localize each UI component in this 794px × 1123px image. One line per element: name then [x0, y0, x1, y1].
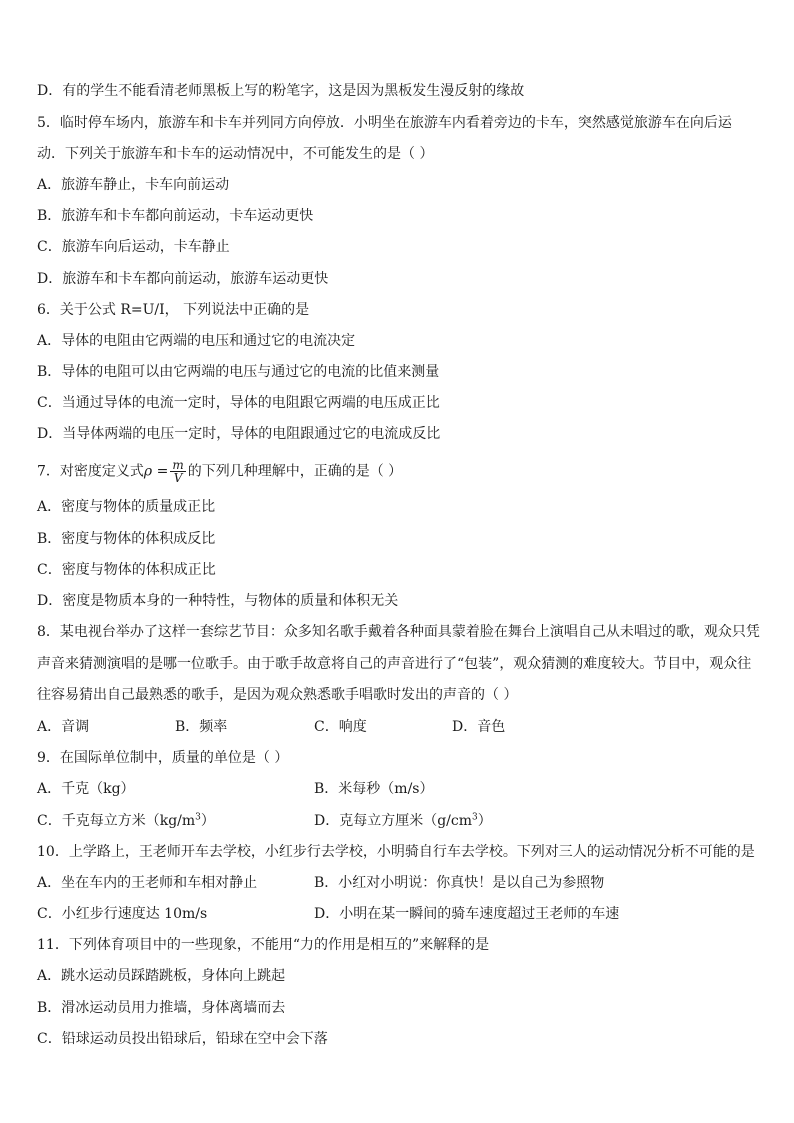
q5-option-c: C．旅游车向后运动，卡车静止	[37, 239, 230, 255]
q9-stem: 9．在国际单位制中，质量的单位是（ ）	[37, 750, 289, 766]
q8-stem-line-2: 声音来猜测演唱的是哪一位歌手。由于歌手故意将自己的声音进行了“包装”，观众猜测的难度较大。节目中，观众往	[37, 656, 752, 672]
q7-option-c: C．密度与物体的体积成正比	[37, 562, 216, 578]
q8-option-d: D．音色	[452, 719, 506, 735]
q5-stem-line-2: 动．下列关于旅游车和卡车的运动情况中，不可能发生的是（ ）	[37, 146, 434, 162]
q10-option-d: D．小明在某一瞬间的骑车速度超过王老师的车速	[314, 906, 620, 922]
q7-option-b: B．密度与物体的体积成反比	[37, 531, 216, 547]
q9-option-c	[37, 812, 215, 830]
q7-stem	[37, 459, 402, 484]
q10-option-c: C．小红步行速度达 10m/s	[37, 906, 208, 922]
q8-option-c: C．响度	[314, 719, 367, 735]
q4-option-d: D．有的学生不能看清老师黑板上写的粉笔字，这是因为黑板发生漫反射的缘故	[37, 83, 525, 99]
q6-option-c: C．当通过导体的电流一定时，导体的电阻跟它两端的电压成正比	[37, 395, 440, 411]
q11-stem: 11．下列体育项目中的一些现象，不能用“力的作用是相互的”来解释的是	[37, 937, 490, 953]
q6-option-d: D．当导体两端的电压一定时，导体的电阻跟通过它的电流成反比	[37, 426, 441, 442]
q9-option-c-exponent: 3	[195, 812, 201, 823]
q11-option-c: C．铅球运动员投出铅球后，铅球在空中会下落	[37, 1031, 328, 1047]
q8-stem-line-1: 8．某电视台举办了这样一套综艺节目：众多知名歌手戴着各种面具蒙着脸在舞台上演唱自己从未唱过的歌，观众只凭	[37, 624, 760, 640]
q5-stem-line-1: 5．临时停车场内，旅游车和卡车并列同方向停放．小明坐在旅游车内看着旁边的卡车，突然感觉旅游车在向后运	[37, 115, 732, 131]
q5-option-a: A．旅游车静止，卡车向前运动	[37, 177, 230, 193]
q9-option-d-exponent: 3	[472, 812, 478, 823]
density-fraction	[170, 459, 185, 484]
q6-option-b: B．导体的电阻可以由它两端的电压与通过它的电流的比值来测量	[37, 364, 440, 380]
q11-option-a: A．跳水运动员踩踏跳板，身体向上跳起	[37, 968, 286, 984]
q7-stem-prefix: 7．对密度定义式	[37, 463, 144, 480]
q9-option-d-close: ）	[477, 813, 492, 829]
q7-option-d: D．密度是物质本身的一种特性，与物体的质量和体积无关	[37, 593, 399, 609]
q9-option-b: B．米每秒（m/s）	[314, 781, 434, 797]
q8-option-a: A．音调	[37, 719, 90, 735]
fraction-denominator: V	[173, 471, 183, 485]
q7-stem-suffix: 的下列几种理解中，正确的是（ ）	[187, 463, 403, 480]
q9-option-d	[314, 812, 492, 830]
q8-stem-line-3: 往容易猜出自己最熟悉的歌手，是因为观众熟悉歌手唱歌时发出的声音的（ ）	[37, 687, 518, 703]
q11-option-b: B．滑冰运动员用力推墙，身体离墙而去	[37, 1000, 286, 1016]
fraction-numerator: m	[172, 458, 184, 472]
q8-option-b: B．频率	[175, 719, 228, 735]
density-symbol: ρ =	[143, 463, 169, 480]
q5-option-b: B．旅游车和卡车都向前运动，卡车运动更快	[37, 208, 314, 224]
q9-option-d-text: D．克每立方厘米（g/cm	[314, 813, 473, 829]
q10-stem: 10．上学路上，王老师开车去学校，小红步行去学校，小明骑自行车去学校。下列对三人的运动情况分析不可能的是	[37, 844, 755, 860]
q6-option-a: A．导体的电阻由它两端的电压和通过它的电流决定	[37, 333, 356, 349]
q10-option-b: B．小红对小明说：你真快！是以自己为参照物	[314, 875, 605, 891]
q9-option-c-close: ）	[200, 813, 215, 829]
q9-option-c-text: C．千克每立方米（kg/m	[37, 813, 196, 829]
q7-option-a: A．密度与物体的质量成正比	[37, 499, 216, 515]
q5-option-d: D．旅游车和卡车都向前运动，旅游车运动更快	[37, 271, 329, 287]
q9-option-a: A．千克（kg）	[37, 781, 135, 797]
q10-option-a: A．坐在车内的王老师和车相对静止	[37, 875, 258, 891]
q6-stem: 6．关于公式 R=U/I， 下列说法中正确的是	[37, 302, 310, 318]
